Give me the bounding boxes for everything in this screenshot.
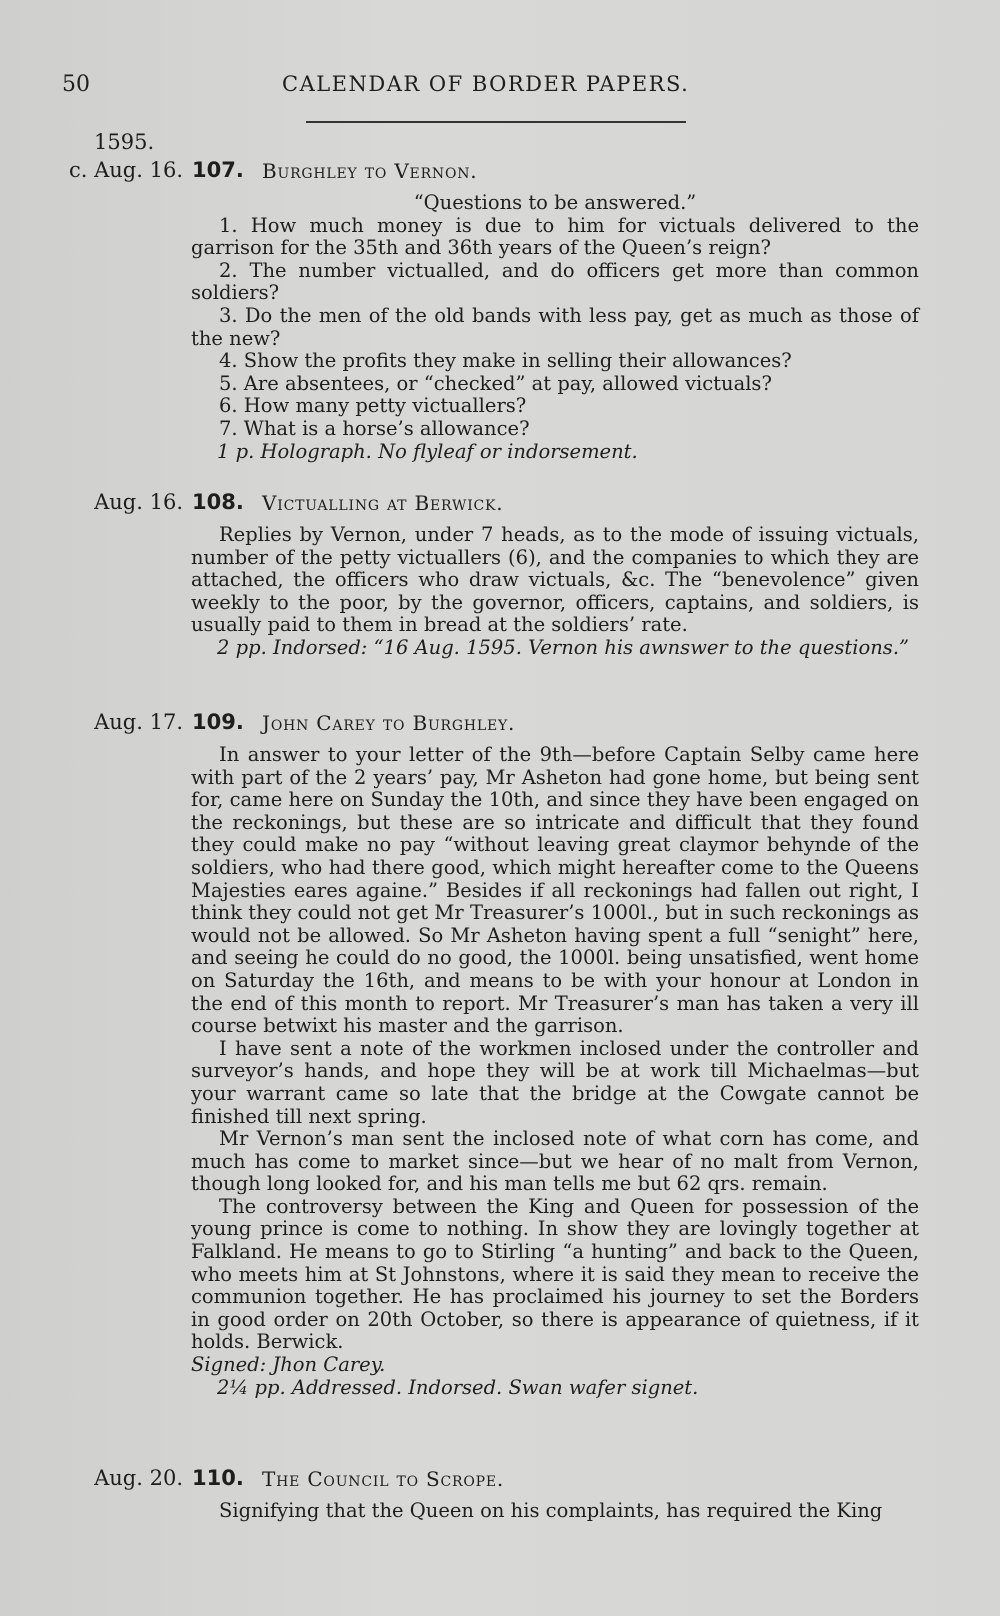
entry-number: 109. [192, 710, 244, 734]
entry-subtitle: “Questions to be answered.” [413, 191, 697, 214]
question-item: 6. How many petty victuallers? [219, 394, 527, 418]
entry-date: Aug. 20. [94, 1466, 183, 1490]
entry-number: 108. [192, 490, 244, 514]
entry-paragraph: Mr Vernon’s man sent the inclosed note of what corn has come, and much has come to market since—but we hear of no malt from Vernon, though long looked for, and his man tells me but 62 qrs. remain. [191, 1127, 919, 1196]
calendar-entry-109 [0, 710, 1000, 1399]
note-text: 2 pp. Indorsed: “16 Aug. 1595. Vernon his awnswer to the questions.” [217, 635, 909, 659]
question-item: 2. The number victualled, and do officers get more than common soldiers? [191, 258, 919, 305]
entry-heading [0, 1466, 1000, 1500]
entry-body [191, 744, 919, 1399]
year-heading: 1595. [94, 130, 155, 154]
question-item: 7. What is a horse’s allowance? [219, 416, 530, 440]
entry-note [191, 637, 919, 660]
calendar-entry-110 [0, 1466, 1000, 1523]
entry-note [191, 441, 919, 464]
page-number: 50 [62, 72, 90, 97]
entry-title: Burghley to Vernon. [262, 159, 478, 183]
calendar-entry-108 [0, 490, 1000, 660]
entry-date: Aug. 17. [94, 710, 183, 734]
entry-paragraph: Signifying that the Queen on his complaints, has required the King [219, 1499, 883, 1522]
note-text: 1 p. Holograph. No flyleaf or indorsement. [217, 439, 638, 463]
entry-paragraph: The controversy between the King and Queen for possession of the young prince is come to nothing. In show they are lovingly together at Falkland. He means to go to Stirling “a hunting” and back to the Queen, who meets him at St Johnstons, where it is said they mean to receive the communion together. He has proclaimed his journey to set the Borders in good order on 20th October, so there is appearance of quietness, if it holds. Berwick. [191, 1194, 919, 1354]
signature-text: Signed: Jhon Carey. [191, 1353, 386, 1377]
entry-title: Victualling at Berwick. [262, 491, 504, 515]
entry-title: The Council to Scrope. [262, 1467, 505, 1491]
entry-title: John Carey to Burghley. [262, 711, 516, 735]
entry-note [191, 1377, 919, 1400]
entry-paragraph: Replies by Vernon, under 7 heads, as to the mode of issuing victuals, number of the petty victuallers (6), and the companies to which they are attached, the officers who draw victuals, &c. The “benevolence” given weekly to the poor, by the governor, officers, captains, and soldiers, is usually paid to them in bread at the soldiers’ rate. [191, 523, 919, 637]
entry-heading [0, 490, 1000, 524]
question-item: 4. Show the profits they make in selling their allowances? [219, 349, 792, 373]
entry-body [191, 192, 919, 463]
entry-body [191, 524, 919, 660]
entry-paragraph: In answer to your letter of the 9th—before Captain Selby came here with part of the 2 years’ pay, Mr Asheton had gone home, but being sent for, came here on Sunday the 10th, and since they have been engaged on the reckonings, but these are so intricate and difficult that they found they could make no pay “without leaving great claymor behynde of the soldiers, who had there good, which might hereafter come to the Queens Majesties eares againe.” Besides if all reckonings had fallen out right, I think they could not get Mr Treasurer’s 1000l., but in such reckonings as would not be allowed. So Mr Asheton having spent a full “senight” here, and seeing he could do no good, the 1000l. being unsatisfied, went home on Saturday the 16th, and means to be with your honour at London in the end of this month to report. Mr Treasurer’s man has taken a very ill course betwixt his master and the garrison. [191, 743, 919, 1038]
entry-signature [191, 1354, 919, 1377]
entry-paragraph: I have sent a note of the workmen inclosed under the controller and surveyor’s hands, and hope they will be at work till Michaelmas—but your warrant came so late that the bridge at the Cowgate cannot be finished till next spring. [191, 1036, 919, 1128]
calendar-entry-107 [0, 158, 1000, 463]
running-title: CALENDAR OF BORDER PAPERS. [282, 72, 690, 96]
header-rule [306, 121, 686, 123]
entry-heading [0, 158, 1000, 192]
entry-number: 107. [192, 158, 244, 182]
page-header [0, 72, 1000, 112]
entry-date: c. Aug. 16. [69, 158, 183, 182]
question-item: 3. Do the men of the old bands with less pay, get as much as those of the new? [191, 303, 919, 350]
question-item: 5. Are absentees, or “checked” at pay, allowed victuals? [219, 371, 772, 395]
entry-date: Aug. 16. [94, 490, 183, 514]
question-item: 1. How much money is due to him for victuals delivered to the garrison for the 35th and 36th years of the Queen’s reign? [191, 213, 919, 260]
entry-body [191, 1500, 919, 1523]
entry-heading [0, 710, 1000, 744]
entry-number: 110. [192, 1466, 244, 1490]
note-text: 2¼ pp. Addressed. Indorsed. Swan wafer signet. [217, 1375, 699, 1399]
